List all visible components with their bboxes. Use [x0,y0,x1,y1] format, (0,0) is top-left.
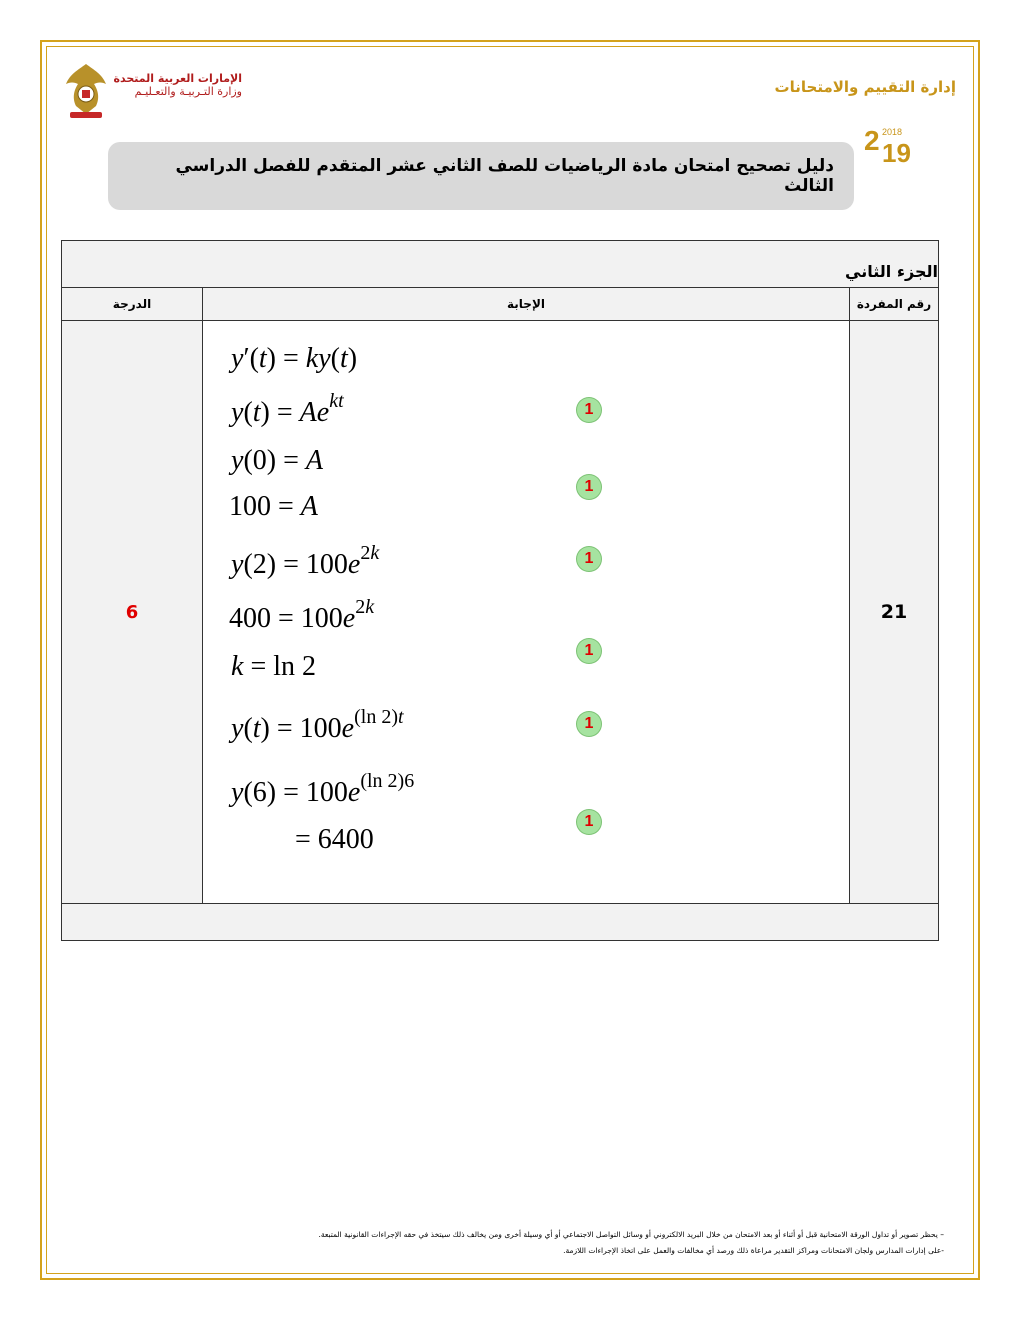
part-label-cell [62,241,939,288]
part-header-row [62,241,939,288]
equation-line: $y(6) = 100e^{(ln 2)6}$ [231,769,415,808]
equation-line: y(0) = A [231,445,323,476]
year-logo-2: 2 [864,125,880,156]
empty-cell [62,904,939,941]
footer-note-2: -على إدارات المدارس ولجان الامتحانات ومراكز التقدير مراعاة ذلك ورصد أي مخالفات والعمل على اتخاذ الإجراءات اللازمة. [563,1246,944,1255]
equation-line: $y(t) = Ae^{kt}$ [231,389,344,428]
footer-note-1: – يحظر تصوير أو تداول الورقة الامتحانية قبل أو أثناء أو بعد الامتحان من خلال البريد الالكتروني أو وسائل التواصل الاجتماعي أو أي وسيلة أخرى ومن يخالف ذلك سيتخذ في حقه الإجراءات القانونية المتبعة. [318,1230,944,1239]
mark-badge: 1 [577,639,601,663]
item-number: 21 [850,321,939,904]
answer-header: الإجابة [203,288,850,321]
grade-value: 6 [62,321,203,904]
empty-row [62,904,939,941]
year-logo-2018: 2018 [882,127,903,137]
uae-emblem-icon [60,60,112,122]
mark-badge: 1 [577,398,601,422]
equation-line: $400 = 100e^{2k}$ [229,595,375,634]
country-name: الإمارات العربية المتحدة [113,72,242,85]
department-name: إدارة التقييم والامتحانات [774,78,956,96]
item-number-header: رقم المفردة [850,288,939,321]
answer-row [62,321,939,904]
year-2019-logo [862,122,916,166]
ministry-block [112,72,242,99]
mark-badge: 1 [577,712,601,736]
equation-line: $y(2) = 100e^{2k}$ [231,541,380,580]
answer-table [61,240,939,941]
equation-line: k = ln 2 [231,651,317,682]
mark-badge: 1 [577,547,601,571]
answer-cell [203,321,850,904]
equation-line: $y(t) = 100e^{(ln 2)t}$ [231,705,404,744]
equation-line: = 6400 [295,824,374,855]
ministry-name: وزارة التـربيـة والتعـليـم [134,85,242,98]
mark-badge: 1 [577,475,601,499]
mark-badge: 1 [577,810,601,834]
title-banner [108,142,854,210]
part-label: الجزء الثاني [845,262,938,281]
equation-line: y′(t) = ky(t) [231,343,358,374]
equation-line: 100 = A [229,491,318,522]
grade-header: الدرجة [62,288,203,321]
year-logo-19: 19 [882,138,911,166]
column-header-row [62,288,939,321]
document-title: دليل تصحيح امتحان مادة الرياضيات للصف الثاني عشر المتقدم للفصل الدراسي الثالث [175,156,834,196]
